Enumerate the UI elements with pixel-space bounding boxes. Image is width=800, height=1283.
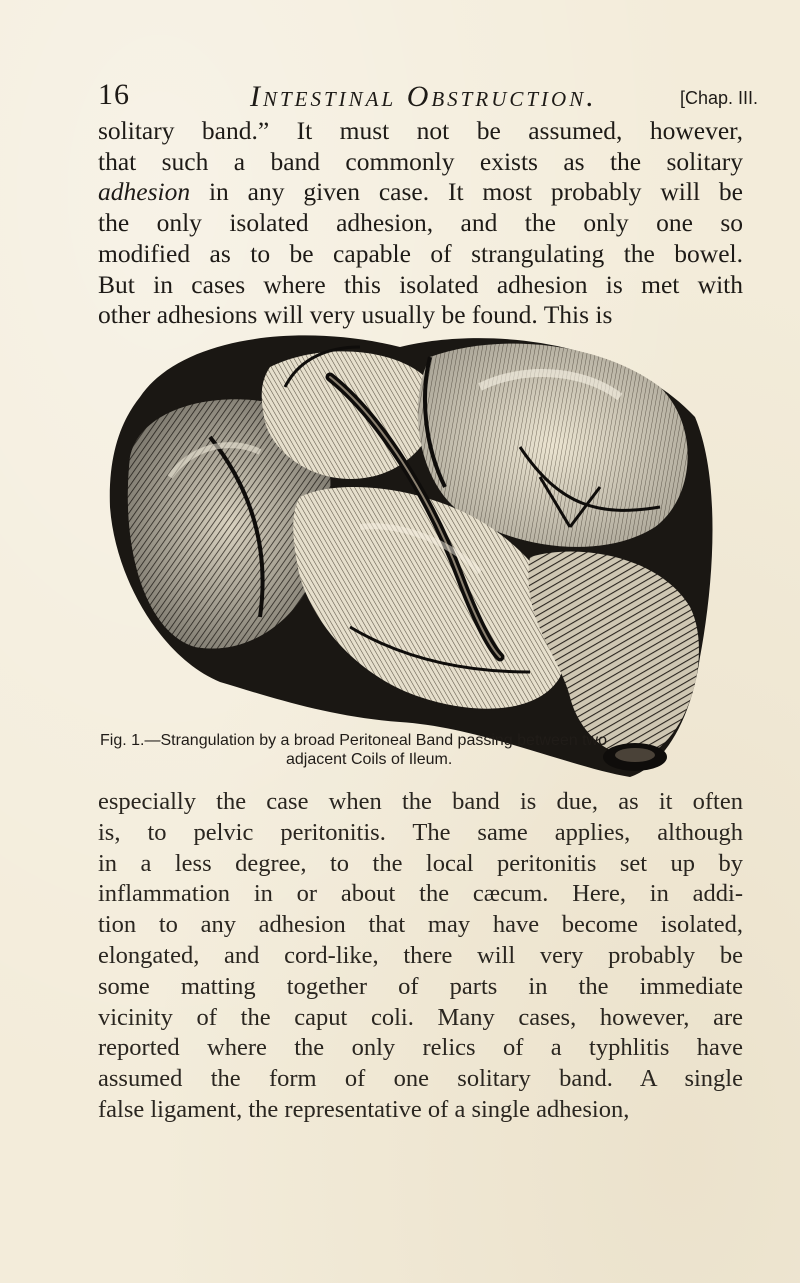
text-line: is, to pelvic peritonitis. The same applies, although (98, 818, 743, 846)
text-line: the only isolated adhesion, and the only one so (98, 208, 743, 238)
text-line: solitary band.” It must not be assumed, however, (98, 116, 743, 145)
intestine-engraving-illustration (100, 327, 720, 787)
text-line: assumed the form of one solitary band. A single (98, 1065, 743, 1093)
text-line: reported where the only relics of a typhlitis have (98, 1034, 743, 1062)
emphasis-adhesion: adhesion (98, 177, 191, 207)
page-number: 16 (98, 78, 130, 111)
text-fragment: in any given case. It most probably will be (208, 177, 743, 207)
text-line: modified as to be capable of strangulating the bowel. (98, 238, 743, 268)
caption-line: Fig. 1.—Strangulation by a broad Peritoneal Band passing between two (100, 732, 607, 749)
text-line: especially the case when the band is due, as it often (98, 788, 743, 815)
text-line: inflammation in or about the cæcum. Here, in addi- (98, 880, 743, 908)
text-line: tion to any adhesion that may have become isolated, (98, 911, 743, 939)
figure-engraving (100, 327, 720, 787)
paragraph-bottom (98, 787, 743, 1126)
chapter-reference: [Chap. III. (679, 88, 758, 108)
text-line: false ligament, the representative of a single adhesion, (98, 1095, 630, 1123)
figure-caption (100, 731, 740, 769)
text-line: elongated, and cord-like, there will very probably be (98, 941, 743, 969)
running-header (98, 78, 758, 118)
text-line: that such a band commonly exists as the solitary (98, 146, 743, 176)
text-line: vicinity of the caput coli. Many cases, however, are (98, 1003, 743, 1031)
text-line: other adhesions will very usually be found. This is (98, 300, 613, 330)
text-line-with-emphasis (98, 177, 743, 208)
running-title: Intestinal Obstruction. (250, 80, 597, 113)
text-line: some matting together of parts in the immediate (98, 972, 743, 1000)
text-line: But in cases where this isolated adhesion is met with (98, 269, 743, 299)
paragraph-top (98, 116, 743, 331)
caption-line: adjacent Coils of Ileum. (286, 751, 453, 768)
text-line: in a less degree, to the local peritonitis set up by (98, 849, 743, 877)
